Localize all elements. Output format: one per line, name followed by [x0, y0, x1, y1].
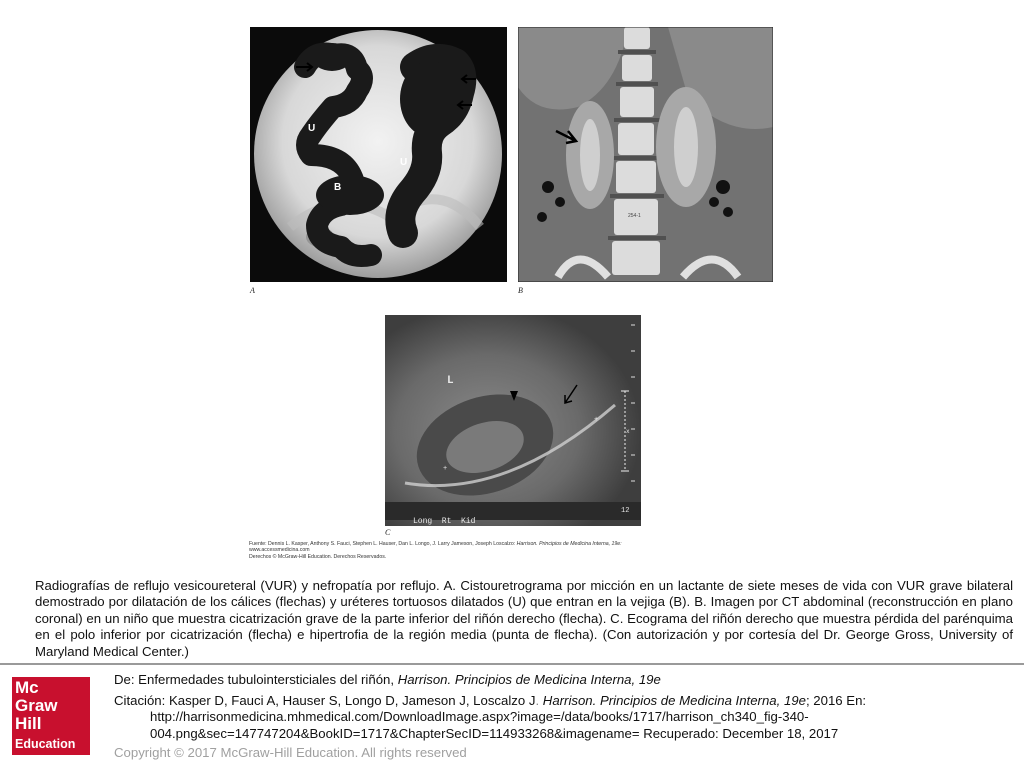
citation-url-line1[interactable]: http://harrisonmedicina.mhmedical.com/DownloadImage.aspx?image=/data/books/1717/harrison_ch340_fig-340- [150, 709, 809, 724]
citation-suffix: ; 2016 En: [805, 692, 867, 708]
figure-caption: Radiografías de reflujo vesicoureteral (VUR) y nefropatía por reflujo. A. Cistouretrograma por micción en un lactante de siete meses de vida con VUR grave bilateral demostrado por dilatación de los cálices (flechas) y uréteres tortuosos dilatados (U) que entran en la vejiga (B). B. Imagen por CT abdominal (reconstrucción en plano coronal) en un niño que muestra cicatrización grave de la parte inferior del riñón derecho (flecha). C. Ecograma del riñón derecho que muestra pérdida del parénquima en el polo inferior por cicatrización (flecha) e hipertrofia de la región media (punta de flecha). (Con autorización y por cortesía del Dr. George Gross, University of Maryland Medical Center.) [35, 578, 1013, 659]
copyright-notice: Copyright © 2017 McGraw-Hill Education. All rights reserved [114, 745, 467, 760]
logo-line-mc: Mc [15, 678, 39, 697]
panel-a-ureter-label-right: U [400, 157, 408, 168]
reference-from-prefix: De: Enfermedades tubulointersticiales del riñón, [114, 672, 398, 687]
reference-citation [114, 693, 1014, 710]
citation-separator: . [535, 692, 543, 708]
source-line3: Derechos © McGraw-Hill Education. Derechos Reservados. [249, 553, 387, 560]
source-line1-title: Harrison. Principios de Medicina Interna, 19e: [516, 541, 622, 547]
reference-from-title: Harrison. Principios de Medicina Interna, 19e [397, 672, 661, 687]
panel-a-ureter-label-left: U [308, 123, 316, 134]
reference-from [114, 672, 1014, 689]
logo-line-hill: Hill [15, 714, 42, 733]
panel-c-label: C [385, 528, 391, 537]
panel-c-marker-3: x [626, 428, 630, 435]
citation-prefix: Citación: Kasper D, Fauci A, Hauser S, Longo D, Jameson J, Loscalzo J [114, 692, 536, 708]
logo-line-education: Education [15, 737, 76, 751]
citation-title: Harrison. Principios de Medicina Interna, 19e [542, 692, 806, 708]
mcgraw-hill-logo [12, 677, 90, 755]
reference-block [114, 672, 1014, 742]
panel-c-organ-label: L [447, 375, 454, 387]
panel-b-image [518, 27, 773, 282]
panel-c-image [385, 315, 641, 526]
source-line1-prefix: Fuente: Dennis L. Kasper, Anthony S. Fauci, Stephen L. Hauser, Dan L. Longo, J. Larry Jameson, Joseph Loscalzo: [249, 541, 517, 547]
panel-a-label: A [250, 286, 255, 295]
panel-c-marker-2: + [594, 416, 599, 424]
logo-line-graw: Graw [15, 696, 58, 715]
panel-a-image [250, 27, 507, 282]
panel-c-scan-label: Long Rt Kid [413, 517, 476, 526]
source-line2: www.accessmedicina.com [249, 547, 310, 554]
panel-c-marker-1: + [443, 465, 448, 473]
citation-url-line2[interactable]: 004.png&sec=147747204&BookID=1717&ChapterSecID=114933268&imagename= Recuperado: December 18, 2017 [150, 725, 839, 741]
panel-b-slice-label: 254-1 [628, 213, 641, 219]
panel-c-depth-label: 12 [621, 507, 630, 515]
figure-source-credit [249, 541, 649, 560]
panel-b-label: B [518, 286, 523, 295]
panel-a-bladder-label: B [334, 182, 342, 193]
divider [0, 663, 1024, 665]
